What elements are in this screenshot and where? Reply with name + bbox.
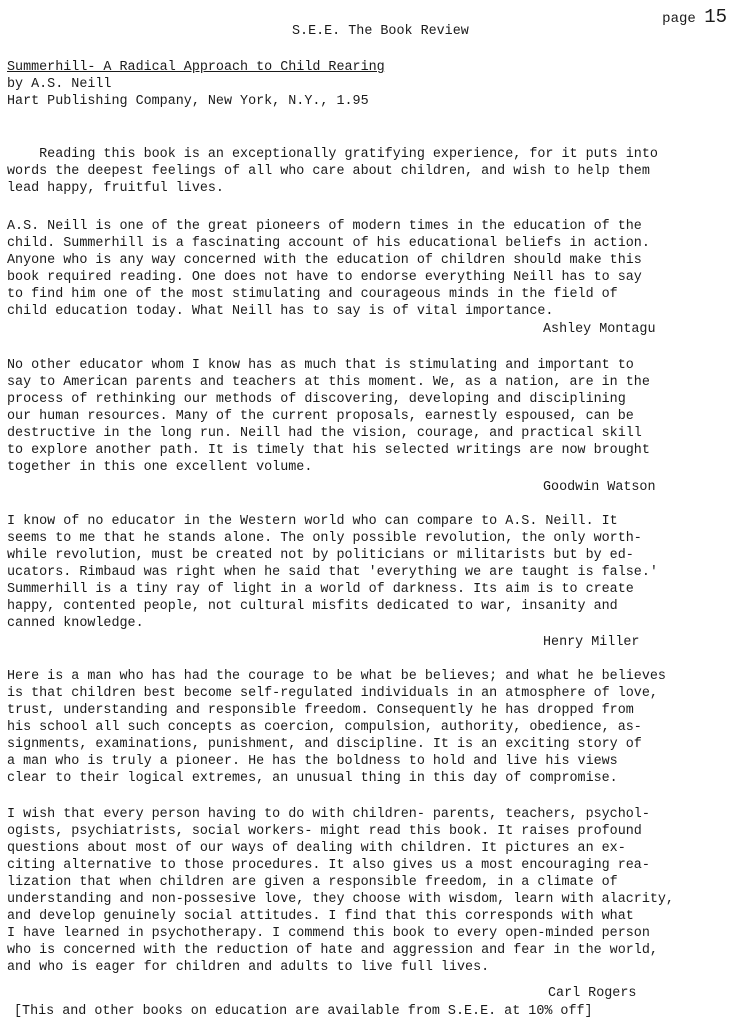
text-line: destructive in the long run. Neill had the vision, courage, and practical skill [7,426,642,441]
page-number-value: 15 [704,6,727,28]
text-line: Summerhill is a tiny ray of light in a world of darkness. Its aim is to create [7,582,634,597]
text-line: child education today. What Neill has to say is of vital importance. [7,304,554,319]
text-line: together in this one excellent volume. [7,460,313,475]
text-line: lization that when children are given a responsible freedom, in a climate of [7,875,618,890]
text-line: happy, contented people, not cultural misfits dedicated to war, insanity and [7,599,618,614]
page-number [662,6,727,28]
book-publisher: Hart Publishing Company, New York, N.Y., 1.95 [7,94,369,109]
text-line: A.S. Neill is one of the great pioneers of modern times in the education of the [7,219,642,234]
text-line: Here is a man who has had the courage to be what be believes; and what he believes [7,669,666,684]
text-line: book required reading. One does not have to endorse everything Neill has to say [7,270,642,285]
text-line: child. Summerhill is a fascinating account of his educational beliefs in action. [7,236,650,251]
newsletter-title: S.E.E. The Book Review [292,24,469,39]
text-line: ucators. Rimbaud was right when he said that 'everything we are taught is false.' [7,565,658,580]
text-line: questions about most of our ways of dealing with children. It pictures an ex- [7,841,626,856]
text-line: to explore another path. It is timely that his selected writings are now brought [7,443,650,458]
text-line: trust, understanding and responsible freedom. Consequently he has dropped from [7,703,634,718]
text-line: our human resources. Many of the current proposals, earnestly espoused, can be [7,409,634,424]
text-line: lead happy, fruitful lives. [7,181,224,196]
review-author: Carl Rogers [548,986,637,1001]
book-title: Summerhill- A Radical Approach to Child Rearing [7,60,385,75]
page-label: page [662,11,696,27]
text-line: I know of no educator in the Western world who can compare to A.S. Neill. It [7,514,618,529]
text-line: and develop genuinely social attitudes. I find that this corresponds with what [7,909,634,924]
review-author: Goodwin Watson [543,480,656,495]
text-line: words the deepest feelings of all who care about children, and wish to help them [7,164,650,179]
text-line: clear to their logical extremes, an unusual thing in this day of compromise. [7,771,618,786]
text-line: and who is eager for children and adults to live full lives. [7,960,490,975]
text-line: process of rethinking our methods of discovering, developing and disciplining [7,392,626,407]
text-line: No other educator whom I know has as much that is stimulating and important to [7,358,634,373]
review-author: Henry Miller [543,635,640,650]
book-author: by A.S. Neill [7,77,112,92]
text-line: while revolution, must be created not by politicians or militarists but by ed- [7,548,634,563]
text-line: citing alternative to those procedures. It also gives us a most encouraging rea- [7,858,650,873]
availability-note: [This and other books on education are available from S.E.E. at 10% off] [14,1004,593,1019]
text-line: his school all such concepts as coercion, compulsion, authority, obedience, as- [7,720,642,735]
text-line: seems to me that he stands alone. The only possible revolution, the only worth- [7,531,642,546]
text-line: Reading this book is an exceptionally gratifying experience, for it puts into [7,147,658,162]
review-author: Ashley Montagu [543,322,656,337]
text-line: I wish that every person having to do with children- parents, teachers, psychol- [7,807,650,822]
text-line: understanding and non-possesive love, they choose with wisdom, learn with alacrity, [7,892,674,907]
text-line: is that children best become self-regulated individuals in an atmosphere of love, [7,686,658,701]
text-line: Anyone who is any way concerned with the education of children should make this [7,253,642,268]
text-line: say to American parents and teachers at this moment. We, as a nation, are in the [7,375,650,390]
text-line: I have learned in psychotherapy. I commend this book to every open-minded person [7,926,650,941]
text-line: ogists, psychiatrists, social workers- might read this book. It raises profound [7,824,642,839]
text-line: to find him one of the most stimulating and courageous minds in the field of [7,287,618,302]
text-line: who is concerned with the reduction of hate and aggression and fear in the world, [7,943,658,958]
text-line: signments, examinations, punishment, and discipline. It is an exciting story of [7,737,642,752]
text-line: canned knowledge. [7,616,144,631]
text-line: a man who is truly a pioneer. He has the boldness to hold and live his views [7,754,618,769]
